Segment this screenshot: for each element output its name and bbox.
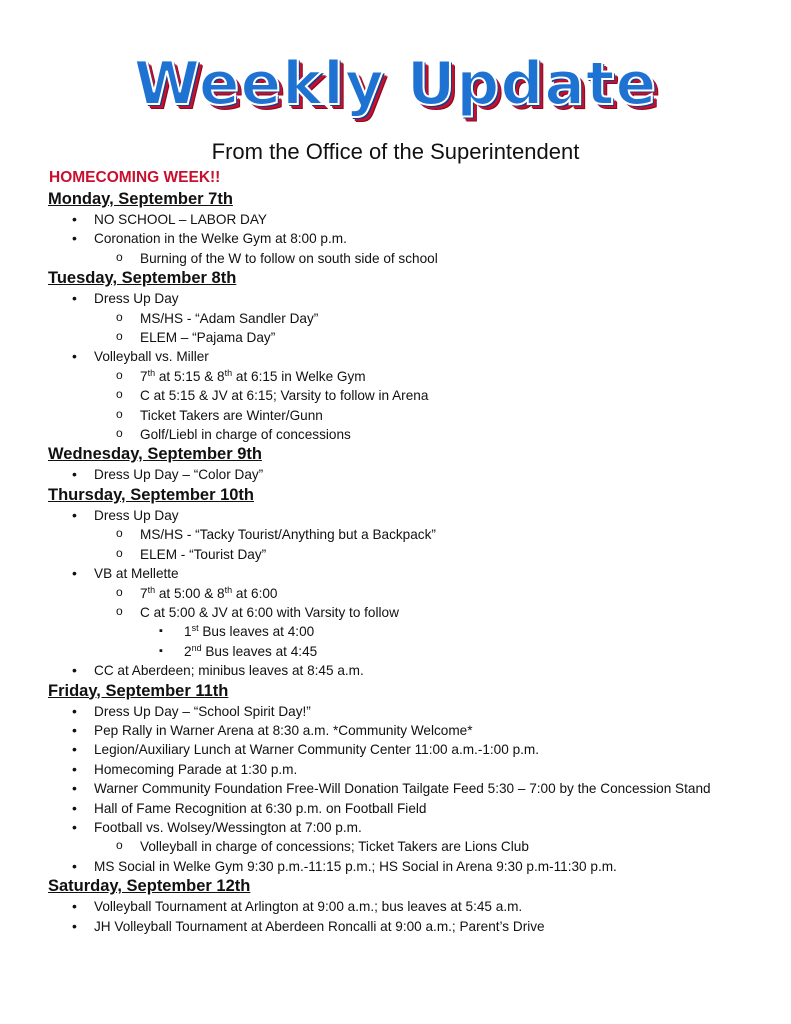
list-item: • Homecoming Parade at 1:30 p.m. [44,760,764,779]
list-item: • Dress Up Day o MS/HS - “Adam Sandler Day” o ELEM – “Pajama Day” [44,289,764,347]
sub-list [94,249,764,268]
list-item: • Coronation in the Welke Gym at 8:00 p.m. o Burning of the W to follow on south side of school [44,229,764,268]
sub-sub-list [140,622,764,661]
day-heading-monday: Monday, September 7th [48,190,233,208]
list-item: • Football vs. Wolsey/Wessington at 7:00 p.m. o Volleyball in charge of concessions; Ticket Takers are Lions Club [44,818,764,857]
day-heading-friday: Friday, September 11th [48,681,229,700]
day-heading-wednesday: Wednesday, September 9th [48,445,262,464]
list-item: o Burning of the W to follow on south side of school [44,249,764,268]
list-item: o C at 5:15 & JV at 6:15; Varsity to follow in Arena [44,386,764,405]
list-item: o 7th at 5:00 & 8th at 6:00 [44,584,764,603]
banner-title: Weekly Update [133,49,658,119]
list-item: o ELEM – “Pajama Day” [44,328,764,347]
schedule [44,167,764,936]
tuesday-list [44,289,764,444]
thursday-list [44,506,764,681]
saturday-list [44,897,764,936]
list-item: • Pep Rally in Warner Arena at 8:30 a.m. *Community Welcome* [44,721,764,740]
list-item: • Volleyball Tournament at Arlington at 9:00 a.m.; bus leaves at 5:45 a.m. [44,897,764,916]
list-item: • Legion/Auxiliary Lunch at Warner Community Center 11:00 a.m.-1:00 p.m. [44,740,764,759]
sub-list [94,584,764,662]
list-item: o Volleyball in charge of concessions; Ticket Takers are Lions Club [44,837,764,856]
monday-list [44,210,764,268]
sub-list [94,525,764,564]
list-item: • Hall of Fame Recognition at 6:30 p.m. on Football Field [44,799,764,818]
list-item: • CC at Aberdeen; minibus leaves at 8:45 a.m. [44,661,764,680]
list-item: • Dress Up Day – “School Spirit Day!” [44,702,764,721]
list-item: • Dress Up Day – “Color Day” [44,465,764,484]
list-item: • VB at Mellette o 7th at 5:00 & 8th at 6:00 o C at 5:00 & JV at 6:00 with Varsity to follow ▪ 1st Bus leaves at 4:00 ▪ 2nd Bus leaves at 4:45 [44,564,764,661]
day-heading-tuesday: Tuesday, September 8th [48,269,237,288]
list-item: o ELEM - “Tourist Day” [44,545,764,564]
sub-list [94,309,764,348]
page-subtitle: From the Office of the Superintendent [211,139,580,164]
list-item: o 7th at 5:15 & 8th at 6:15 in Welke Gym [44,367,764,386]
sub-list [94,837,764,856]
list-item: • Dress Up Day o MS/HS - “Tacky Tourist/Anything but a Backpack” o ELEM - “Tourist Day” [44,506,764,564]
day-heading-saturday: Saturday, September 12th [48,877,251,896]
list-item: • Volleyball vs. Miller o 7th at 5:15 & 8th at 6:15 in Welke Gym o C at 5:15 & JV at 6:15; Varsity to follow in Arena o Ticket Takers are Winter/Gunn o Golf/Liebl in charge of concessions [44,347,764,444]
list-item: o Ticket Takers are Winter/Gunn [44,406,764,425]
list-item: ▪ 1st Bus leaves at 4:00 [44,622,764,641]
homecoming-heading: HOMECOMING WEEK!! [49,169,221,186]
sub-list [94,367,764,445]
list-item: • JH Volleyball Tournament at Aberdeen Roncalli at 9:00 a.m.; Parent’s Drive [44,917,764,936]
list-item: o Golf/Liebl in charge of concessions [44,425,764,444]
list-item: • MS Social in Welke Gym 9:30 p.m.-11:15 p.m.; HS Social in Arena 9:30 p.m-11:30 p.m. [44,857,764,876]
list-item: • NO SCHOOL – LABOR DAY [44,210,764,229]
list-item: • Warner Community Foundation Free-Will Donation Tailgate Feed 5:30 – 7:00 by the Concession Stand [44,779,764,798]
friday-list [44,702,764,877]
list-item: o MS/HS - “Adam Sandler Day” [44,309,764,328]
day-heading-thursday: Thursday, September 10th [48,485,255,504]
list-item: o C at 5:00 & JV at 6:00 with Varsity to follow ▪ 1st Bus leaves at 4:00 ▪ 2nd Bus leaves at 4:45 [44,603,764,661]
list-item: ▪ 2nd Bus leaves at 4:45 [44,642,764,661]
list-item: o MS/HS - “Tacky Tourist/Anything but a Backpack” [44,525,764,544]
wednesday-list [44,465,764,484]
